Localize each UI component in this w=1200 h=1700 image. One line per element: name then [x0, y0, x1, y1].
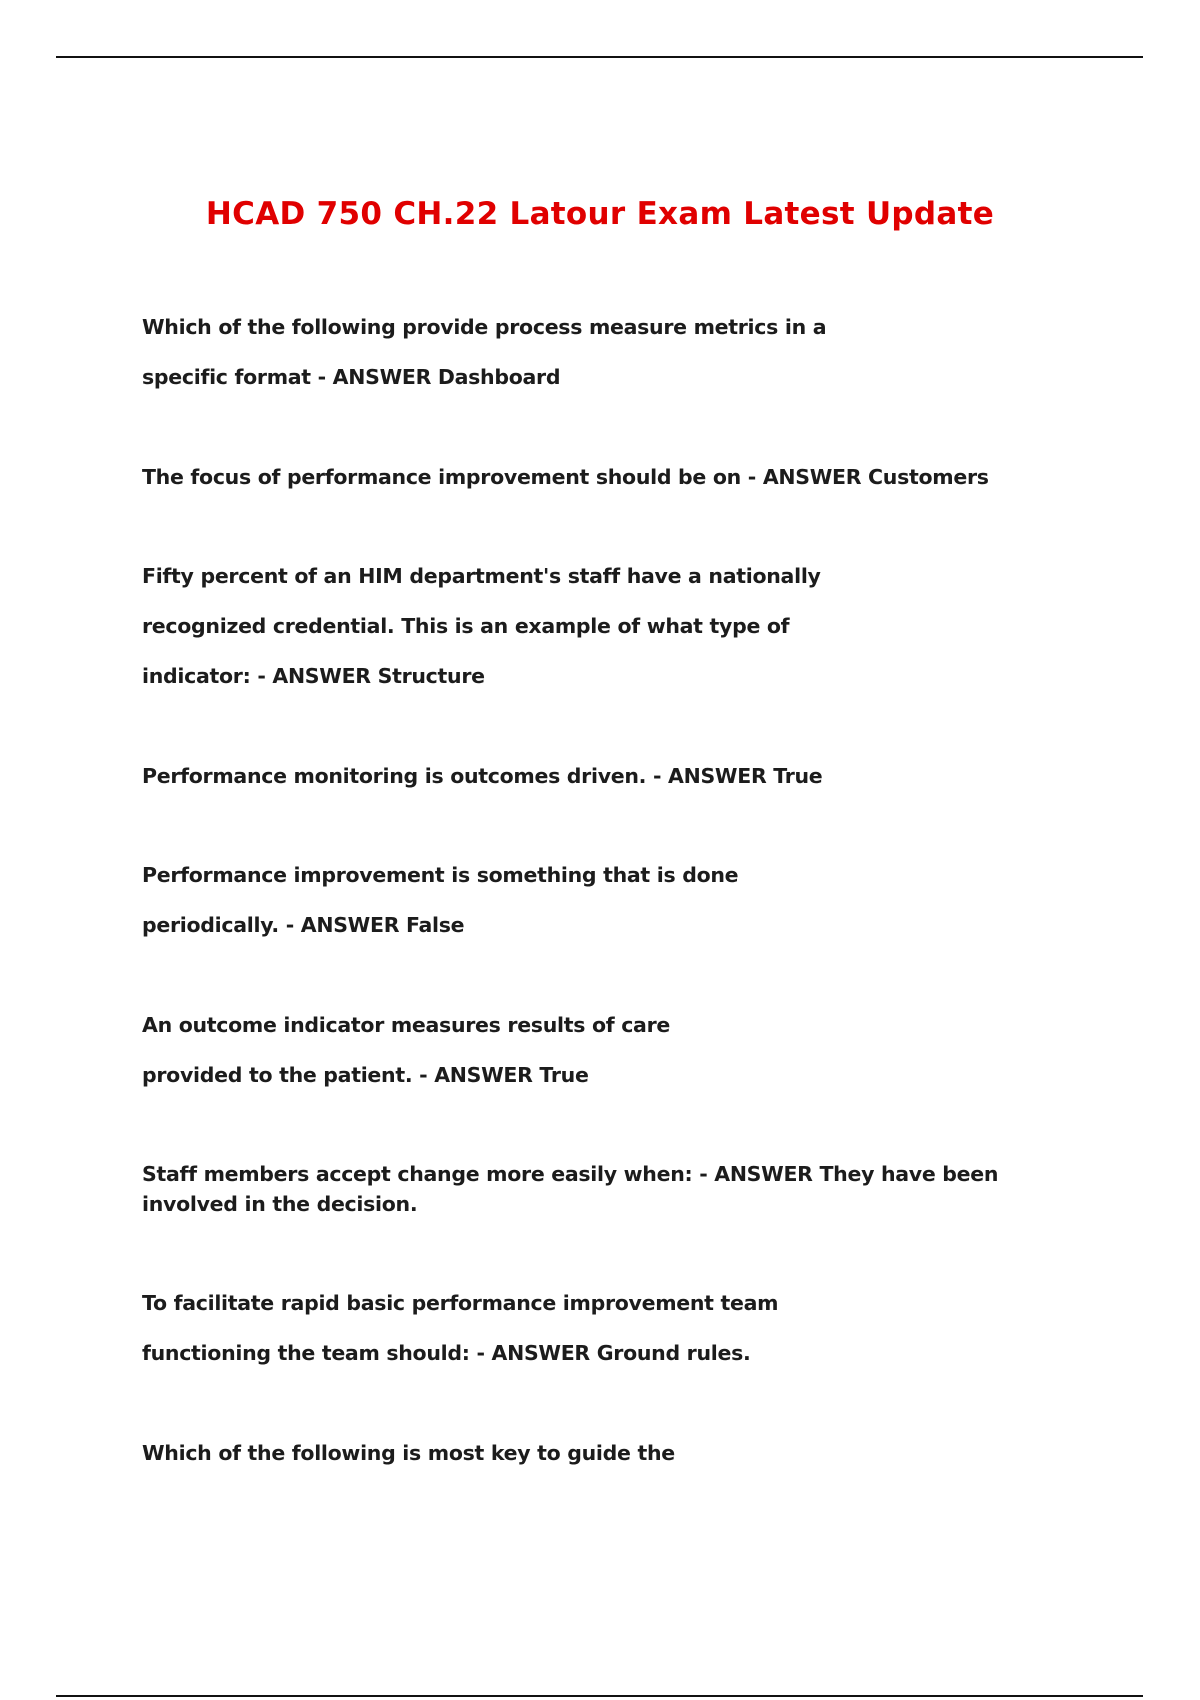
qa-item-5 — [142, 850, 738, 950]
qa-line: periodically. - ANSWER False — [142, 913, 465, 937]
qa-item-8 — [142, 1278, 778, 1378]
qa-item-6 — [142, 1000, 670, 1100]
qa-item-1 — [142, 302, 826, 402]
qa-line: To facilitate rapid basic performance improvement team — [142, 1291, 779, 1315]
qa-item-4 — [142, 751, 822, 801]
qa-line: The focus of performance improvement should be on - ANSWER Customers — [142, 465, 989, 489]
qa-item-3 — [142, 551, 821, 701]
qa-line: provided to the patient. - ANSWER True — [142, 1063, 589, 1087]
qa-line: Performance improvement is something that is done — [142, 863, 739, 887]
qa-line: indicator: - ANSWER Structure — [142, 664, 485, 688]
qa-line: functioning the team should: - ANSWER Ground rules. — [142, 1341, 751, 1365]
bottom-rule — [56, 1695, 1143, 1697]
qa-line: Which of the following is most key to guide the — [142, 1441, 675, 1465]
qa-line: specific format - ANSWER Dashboard — [142, 365, 561, 389]
qa-line: recognized credential. This is an example of what type of — [142, 614, 790, 638]
qa-item-9 — [142, 1428, 675, 1478]
document-title: HCAD 750 CH.22 Latour Exam Latest Update — [205, 196, 995, 232]
qa-line: Fifty percent of an HIM department's staff have a nationally — [142, 564, 821, 588]
qa-item-7 — [142, 1159, 1082, 1219]
qa-item-2 — [142, 452, 989, 502]
qa-line: An outcome indicator measures results of care — [142, 1013, 671, 1037]
top-rule — [56, 56, 1143, 58]
qa-line: Staff members accept change more easily when: - ANSWER They have been involved in the decision. — [142, 1162, 999, 1216]
qa-line: Which of the following provide process measure metrics in a — [142, 315, 827, 339]
qa-line: Performance monitoring is outcomes driven. - ANSWER True — [142, 764, 823, 788]
